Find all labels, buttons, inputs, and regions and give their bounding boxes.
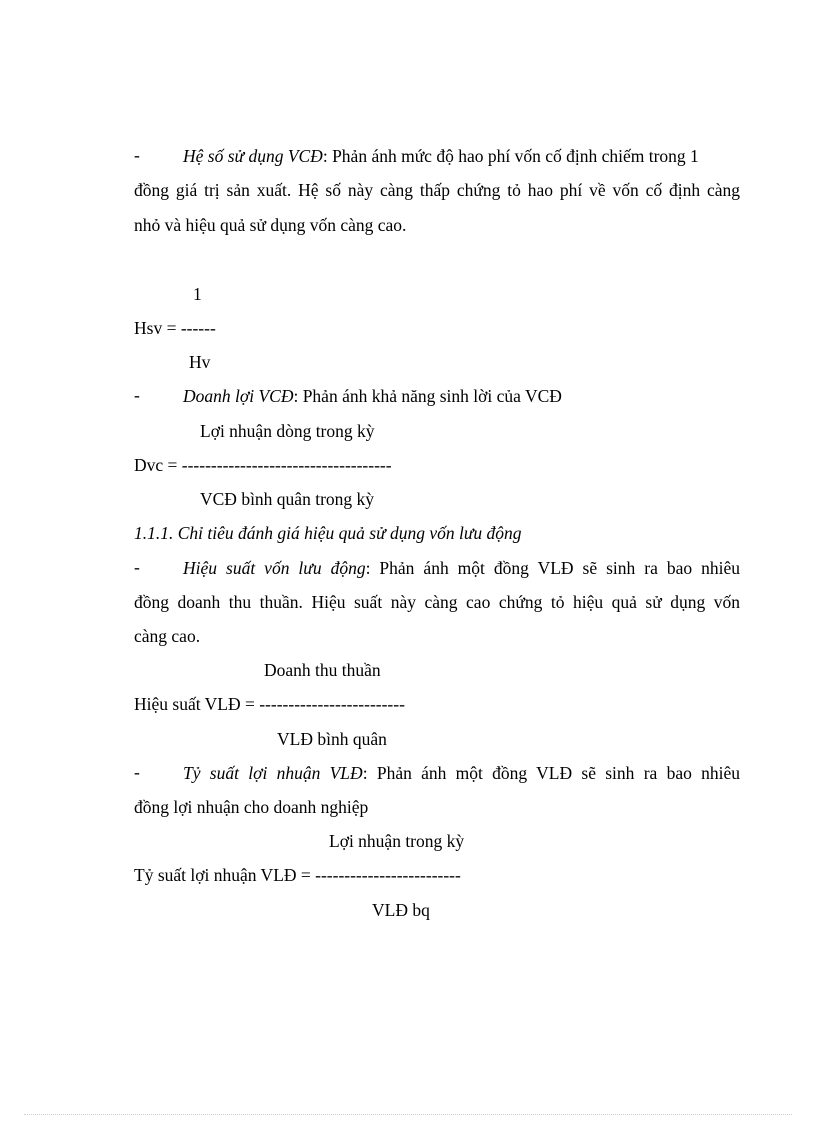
formula-numerator: Lợi nhuận trong kỳ [329,831,465,851]
formula-numerator: 1 [193,284,202,304]
formula-hsv: Hsv = ------ [134,318,216,338]
formula-dvc: Dvc = ------------------------------------ [134,455,392,475]
formula-denominator: VLĐ bq [372,900,430,920]
definition-text: : Phản ánh một đồng VLĐ sẽ sinh ra bao nhiêu [365,558,740,578]
bullet-dash: - [134,762,140,782]
formula-hieu-suat-vld: Hiệu suất VLĐ = ------------------------- [134,694,405,714]
paragraph-line: đồng giá trị sản xuất. Hệ số này càng thấp chứng tỏ hao phí về vốn cố định càng [134,180,740,200]
paragraph-line: nhỏ và hiệu quả sử dụng vốn càng cao. [134,215,407,235]
paragraph-line [183,762,740,784]
paragraph-line [183,145,740,167]
page-bottom-border [24,1114,792,1115]
paragraph-line [183,557,740,579]
bullet-dash: - [134,557,140,577]
formula-ty-suat-loi-nhuan-vld: Tỷ suất lợi nhuận VLĐ = ------------------------- [134,865,461,885]
paragraph-line: đồng doanh thu thuần. Hiệu suất này càng cao chứng tỏ hiệu quả sử dụng vốn [134,592,740,612]
formula-denominator: Hv [189,352,211,372]
formula-numerator: Lợi nhuận dòng trong kỳ [200,421,375,441]
paragraph-line [183,385,562,407]
bullet-dash: - [134,385,140,405]
formula-denominator: VCĐ bình quân trong kỳ [200,489,375,509]
bullet-dash: - [134,145,140,165]
term-hieu-suat-von-luu-dong: Hiệu suất vốn lưu động [183,558,366,578]
formula-numerator: Doanh thu thuần [264,660,381,680]
definition-text: : Phản ánh mức độ hao phí vốn cố định chiếm trong 1 [322,146,699,166]
definition-text: : Phản ánh một đồng VLĐ sẽ sinh ra bao nhiêu [362,763,741,783]
formula-denominator: VLĐ bình quân [277,729,387,749]
paragraph-line: đồng lợi nhuận cho doanh nghiệp [134,797,369,817]
term-he-so-su-dung-vcd: Hệ số sử dụng VCĐ [183,146,323,166]
section-heading: 1.1.1. Chỉ tiêu đánh giá hiệu quả sử dụng vốn lưu động [134,523,522,543]
paragraph-line: càng cao. [134,626,201,646]
term-doanh-loi-vcd: Doanh lợi VCĐ [183,386,294,406]
definition-text: : Phản ánh khả năng sinh lời của VCĐ [293,386,562,406]
term-ty-suat-loi-nhuan-vld: Tỷ suất lợi nhuận VLĐ [183,763,363,783]
